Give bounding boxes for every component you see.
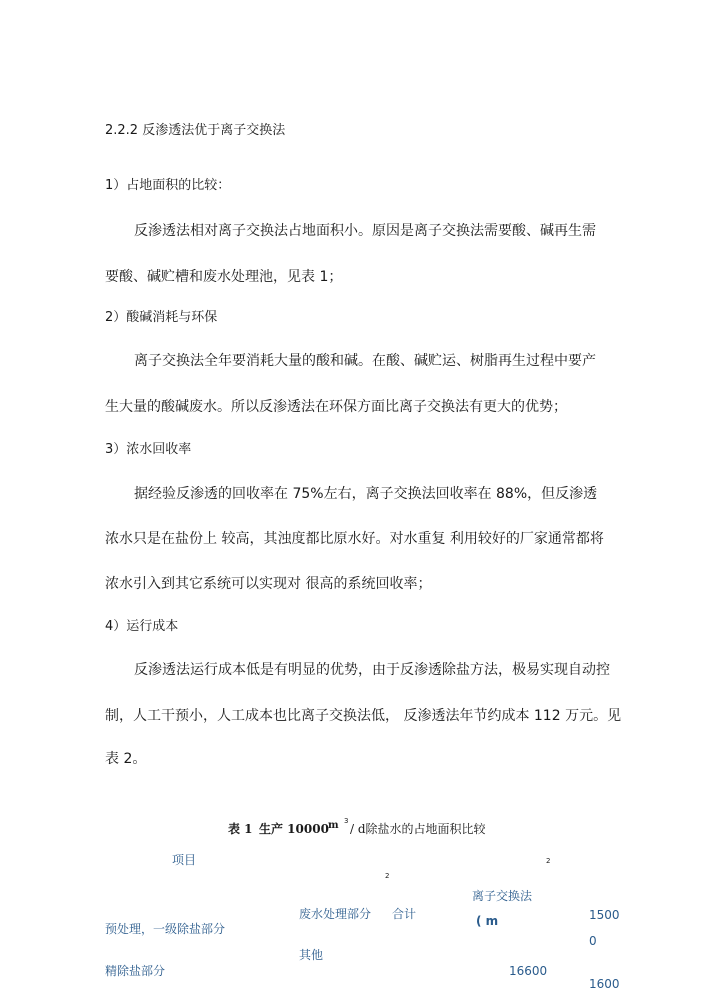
cell-fine-desalination: 精除盐部分 bbox=[105, 964, 166, 978]
caption-suffix: / d除盐水的占地面积比较 bbox=[350, 822, 486, 836]
cell-value-c: 1600 bbox=[589, 977, 620, 991]
section-heading: 2.2.2 反渗透法优于离子交换法 bbox=[105, 123, 286, 138]
item2-line: 生大量的酸碱废水。所以反渗透法在环保方面比离子交换法有更大的优势； bbox=[105, 399, 567, 415]
cell-ion-exchange: 离子交换法 bbox=[472, 889, 533, 903]
cell-other: 其他 bbox=[299, 948, 324, 962]
cell-sup-b: 2 bbox=[385, 872, 390, 880]
cell-value-a1: 1500 bbox=[589, 908, 620, 922]
caption-sup: 3 bbox=[344, 817, 349, 825]
caption-prefix: 表 1 bbox=[228, 822, 253, 836]
item3-heading: 3）浓水回收率 bbox=[105, 442, 192, 457]
item4-line: 制，人工干预小，人工成本也比离子交换法低， 反渗透法年节约成本 112 万元。见 bbox=[105, 708, 622, 724]
item4-heading: 4）运行成本 bbox=[105, 619, 179, 634]
cell-wastewater: 废水处理部分 bbox=[299, 907, 372, 921]
caption-main: 生产 10000 bbox=[259, 822, 329, 836]
item1-line: 要酸、碱贮槽和废水处理池，见表 1； bbox=[105, 269, 343, 285]
item1-heading: 1）占地面积的比较： bbox=[105, 178, 231, 193]
cell-paren-unit: ( m bbox=[476, 914, 499, 928]
item4-line: 表 2。 bbox=[105, 751, 147, 767]
cell-value-a2: 0 bbox=[589, 934, 597, 948]
item3-line: 浓水引入到其它系统可以实现对 很高的系统回收率； bbox=[105, 576, 432, 592]
item3-line: 据经验反渗透的回收率在 75%左右，离子交换法回收率在 88%，但反渗透 bbox=[134, 486, 598, 502]
item2-line: 离子交换法全年要消耗大量的酸和碱。在酸、碱贮运、树脂再生过程中要产 bbox=[134, 353, 596, 369]
item1-line: 反渗透法相对离子交换法占地面积小。原因是离子交换法需要酸、碱再生需 bbox=[134, 223, 596, 239]
cell-pretreatment: 预处理，一级除盐部分 bbox=[105, 922, 226, 936]
caption-unit: m bbox=[328, 820, 339, 831]
cell-sup-a: 2 bbox=[546, 857, 551, 865]
cell-item: 项目 bbox=[172, 853, 197, 867]
item4-line: 反渗透法运行成本低是有明显的优势，由于反渗透除盐方法，极易实现自动控 bbox=[134, 662, 610, 678]
item3-line: 浓水只是在盐份上 较高，其浊度都比原水好。对水重复 利用较好的厂家通常都将 bbox=[105, 531, 604, 547]
cell-value-b: 16600 bbox=[509, 964, 548, 978]
cell-total: 合计 bbox=[392, 907, 417, 921]
item2-heading: 2）酸碱消耗与环保 bbox=[105, 310, 218, 325]
